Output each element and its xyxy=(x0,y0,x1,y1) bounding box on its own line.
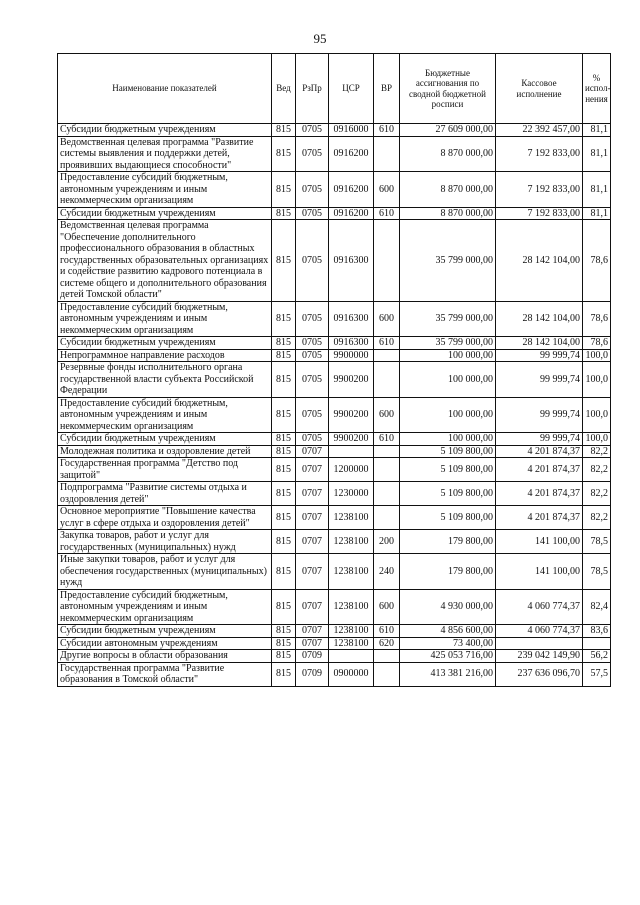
cell-rzpr: 0707 xyxy=(296,482,329,506)
table-row xyxy=(58,337,611,350)
cell-cash: 22 392 457,00 xyxy=(496,124,583,137)
cell-vr: 610 xyxy=(374,433,400,446)
header-name: Наименование показателей xyxy=(58,54,272,124)
cell-name: Ведомственная целевая программа "Обеспечение дополнительного профессионального образования в областных государственных образовательных организациях и содействие развитию кадрового потенциала в системе общего и дополнительного образования детей Томской области" xyxy=(58,220,272,302)
cell-cash: 4 060 774,37 xyxy=(496,625,583,638)
cell-budget: 5 109 800,00 xyxy=(400,445,496,458)
cell-rzpr: 0707 xyxy=(296,625,329,638)
budget-execution-table xyxy=(57,53,611,687)
cell-budget: 5 109 800,00 xyxy=(400,482,496,506)
cell-rzpr: 0709 xyxy=(296,650,329,663)
cell-ved: 815 xyxy=(272,445,296,458)
cell-ved: 815 xyxy=(272,220,296,302)
cell-ved: 815 xyxy=(272,589,296,625)
cell-vr xyxy=(374,482,400,506)
cell-vr xyxy=(374,445,400,458)
cell-ved: 815 xyxy=(272,554,296,590)
cell-cash: 4 201 874,37 xyxy=(496,458,583,482)
table-row xyxy=(58,136,611,172)
header-cash: Кассовое исполнение xyxy=(496,54,583,124)
table-row xyxy=(58,554,611,590)
cell-rzpr: 0705 xyxy=(296,136,329,172)
cell-pct: 100,0 xyxy=(583,397,611,433)
cell-name: Субсидии бюджетным учреждениям xyxy=(58,625,272,638)
cell-pct: 81,1 xyxy=(583,124,611,137)
cell-vr: 610 xyxy=(374,625,400,638)
cell-rzpr: 0707 xyxy=(296,506,329,530)
cell-csr: 0900000 xyxy=(329,662,374,686)
cell-rzpr: 0705 xyxy=(296,362,329,398)
cell-budget: 35 799 000,00 xyxy=(400,337,496,350)
cell-ved: 815 xyxy=(272,172,296,208)
cell-name: Субсидии автономным учреждениям xyxy=(58,637,272,650)
cell-ved: 815 xyxy=(272,433,296,446)
cell-cash: 99 999,74 xyxy=(496,349,583,362)
cell-name: Резервные фонды исполнительного органа государственной власти субъекта Российской Федерации xyxy=(58,362,272,398)
table-header-row xyxy=(58,54,611,124)
table-row xyxy=(58,301,611,337)
table-row xyxy=(58,662,611,686)
cell-pct: 78,6 xyxy=(583,337,611,350)
cell-cash: 4 201 874,37 xyxy=(496,482,583,506)
cell-vr xyxy=(374,662,400,686)
cell-vr xyxy=(374,650,400,663)
cell-budget: 413 381 216,00 xyxy=(400,662,496,686)
table-row xyxy=(58,625,611,638)
cell-pct: 78,6 xyxy=(583,301,611,337)
table-row xyxy=(58,362,611,398)
cell-cash: 141 100,00 xyxy=(496,554,583,590)
cell-pct: 100,0 xyxy=(583,362,611,398)
table-row xyxy=(58,220,611,302)
cell-rzpr: 0705 xyxy=(296,301,329,337)
cell-ved: 815 xyxy=(272,650,296,663)
cell-csr: 0916200 xyxy=(329,136,374,172)
cell-csr: 0916200 xyxy=(329,207,374,220)
cell-rzpr: 0705 xyxy=(296,337,329,350)
cell-name: Субсидии бюджетным учреждениям xyxy=(58,124,272,137)
cell-vr xyxy=(374,220,400,302)
cell-rzpr: 0707 xyxy=(296,589,329,625)
cell-rzpr: 0707 xyxy=(296,445,329,458)
cell-vr: 600 xyxy=(374,301,400,337)
cell-ved: 815 xyxy=(272,349,296,362)
table-row xyxy=(58,530,611,554)
cell-ved: 815 xyxy=(272,625,296,638)
cell-ved: 815 xyxy=(272,637,296,650)
header-csr: ЦСР xyxy=(329,54,374,124)
cell-budget: 179 800,00 xyxy=(400,554,496,590)
cell-cash: 237 636 096,70 xyxy=(496,662,583,686)
cell-pct: 82,2 xyxy=(583,458,611,482)
header-vr: ВР xyxy=(374,54,400,124)
cell-name: Иные закупки товаров, работ и услуг для обеспечения государственных (муниципальных) нужд xyxy=(58,554,272,590)
cell-rzpr: 0709 xyxy=(296,662,329,686)
cell-name: Другие вопросы в области образования xyxy=(58,650,272,663)
cell-rzpr: 0705 xyxy=(296,124,329,137)
cell-pct: 57,5 xyxy=(583,662,611,686)
cell-name: Субсидии бюджетным учреждениям xyxy=(58,337,272,350)
cell-ved: 815 xyxy=(272,136,296,172)
cell-ved: 815 xyxy=(272,458,296,482)
cell-budget: 4 856 600,00 xyxy=(400,625,496,638)
cell-budget: 4 930 000,00 xyxy=(400,589,496,625)
cell-csr: 9900200 xyxy=(329,362,374,398)
cell-budget: 73 400,00 xyxy=(400,637,496,650)
cell-budget: 27 609 000,00 xyxy=(400,124,496,137)
table-row xyxy=(58,349,611,362)
cell-ved: 815 xyxy=(272,506,296,530)
cell-csr xyxy=(329,445,374,458)
cell-budget: 5 109 800,00 xyxy=(400,458,496,482)
cell-ved: 815 xyxy=(272,301,296,337)
cell-ved: 815 xyxy=(272,124,296,137)
cell-rzpr: 0705 xyxy=(296,433,329,446)
cell-rzpr: 0705 xyxy=(296,172,329,208)
header-ved: Вед xyxy=(272,54,296,124)
table-row xyxy=(58,589,611,625)
cell-pct: 83,6 xyxy=(583,625,611,638)
cell-pct: 81,1 xyxy=(583,136,611,172)
table-row xyxy=(58,637,611,650)
cell-pct: 82,2 xyxy=(583,445,611,458)
cell-vr: 200 xyxy=(374,530,400,554)
cell-budget: 100 000,00 xyxy=(400,433,496,446)
cell-csr: 0916300 xyxy=(329,220,374,302)
cell-rzpr: 0707 xyxy=(296,530,329,554)
cell-name: Молодежная политика и оздоровление детей xyxy=(58,445,272,458)
cell-cash: 99 999,74 xyxy=(496,362,583,398)
table-row xyxy=(58,433,611,446)
cell-cash: 28 142 104,00 xyxy=(496,220,583,302)
table-row xyxy=(58,207,611,220)
table-row xyxy=(58,458,611,482)
cell-ved: 815 xyxy=(272,530,296,554)
cell-budget: 425 053 716,00 xyxy=(400,650,496,663)
cell-rzpr: 0705 xyxy=(296,397,329,433)
cell-pct: 82,2 xyxy=(583,482,611,506)
table-body xyxy=(58,124,611,687)
cell-cash: 4 060 774,37 xyxy=(496,589,583,625)
cell-csr: 9900200 xyxy=(329,397,374,433)
cell-csr: 0916200 xyxy=(329,172,374,208)
cell-ved: 815 xyxy=(272,337,296,350)
table-row xyxy=(58,397,611,433)
cell-pct: 82,4 xyxy=(583,589,611,625)
cell-csr: 1238100 xyxy=(329,506,374,530)
cell-pct: 78,5 xyxy=(583,530,611,554)
cell-name: Предоставление субсидий бюджетным, автономным учреждениям и иным некоммерческим организациям xyxy=(58,172,272,208)
cell-cash: 239 042 149,90 xyxy=(496,650,583,663)
cell-vr xyxy=(374,506,400,530)
cell-name: Ведомственная целевая программа "Развитие системы выявления и поддержки детей, проявивших выдающиеся способности" xyxy=(58,136,272,172)
cell-pct: 81,1 xyxy=(583,207,611,220)
cell-name: Предоставление субсидий бюджетным, автономным учреждениям и иным некоммерческим организациям xyxy=(58,301,272,337)
cell-cash: 28 142 104,00 xyxy=(496,337,583,350)
cell-name: Субсидии бюджетным учреждениям xyxy=(58,207,272,220)
cell-pct: 81,1 xyxy=(583,172,611,208)
cell-csr: 0916300 xyxy=(329,301,374,337)
cell-name: Предоставление субсидий бюджетным, автономным учреждениям и иным некоммерческим организациям xyxy=(58,589,272,625)
cell-budget: 100 000,00 xyxy=(400,362,496,398)
cell-csr: 9900000 xyxy=(329,349,374,362)
cell-pct: 56,2 xyxy=(583,650,611,663)
cell-cash: 7 192 833,00 xyxy=(496,207,583,220)
cell-vr: 600 xyxy=(374,172,400,208)
cell-vr xyxy=(374,349,400,362)
cell-budget: 100 000,00 xyxy=(400,397,496,433)
cell-name: Государственная программа "Развитие образования в Томской области" xyxy=(58,662,272,686)
cell-vr: 600 xyxy=(374,397,400,433)
cell-vr: 610 xyxy=(374,337,400,350)
cell-csr: 1238100 xyxy=(329,554,374,590)
cell-ved: 815 xyxy=(272,207,296,220)
cell-pct: 100,0 xyxy=(583,433,611,446)
cell-name: Подпрограмма "Развитие системы отдыха и оздоровления детей" xyxy=(58,482,272,506)
cell-vr xyxy=(374,362,400,398)
page-number: 95 xyxy=(313,31,327,46)
cell-rzpr: 0705 xyxy=(296,220,329,302)
cell-vr xyxy=(374,136,400,172)
cell-pct xyxy=(583,637,611,650)
cell-pct: 78,6 xyxy=(583,220,611,302)
cell-csr: 1238100 xyxy=(329,637,374,650)
cell-cash: 28 142 104,00 xyxy=(496,301,583,337)
cell-name: Непрограммное направление расходов xyxy=(58,349,272,362)
cell-vr: 240 xyxy=(374,554,400,590)
cell-cash: 141 100,00 xyxy=(496,530,583,554)
table-row xyxy=(58,482,611,506)
cell-cash: 4 201 874,37 xyxy=(496,445,583,458)
cell-budget: 8 870 000,00 xyxy=(400,207,496,220)
cell-budget: 8 870 000,00 xyxy=(400,172,496,208)
cell-cash: 7 192 833,00 xyxy=(496,136,583,172)
header-budget: Бюджетные ассигнования по сводной бюджетной росписи xyxy=(400,54,496,124)
table-row xyxy=(58,172,611,208)
cell-pct: 100,0 xyxy=(583,349,611,362)
cell-name: Закупка товаров, работ и услуг для государственных (муниципальных) нужд xyxy=(58,530,272,554)
cell-name: Основное мероприятие "Повышение качества услуг в сфере отдыха и оздоровления детей" xyxy=(58,506,272,530)
cell-cash: 99 999,74 xyxy=(496,433,583,446)
cell-ved: 815 xyxy=(272,362,296,398)
cell-vr: 610 xyxy=(374,207,400,220)
cell-rzpr: 0707 xyxy=(296,637,329,650)
cell-csr: 9900200 xyxy=(329,433,374,446)
cell-ved: 815 xyxy=(272,482,296,506)
cell-rzpr: 0705 xyxy=(296,349,329,362)
cell-budget: 179 800,00 xyxy=(400,530,496,554)
cell-csr: 0916000 xyxy=(329,124,374,137)
table-row xyxy=(58,445,611,458)
cell-cash xyxy=(496,637,583,650)
cell-name: Предоставление субсидий бюджетным, автономным учреждениям и иным некоммерческим организациям xyxy=(58,397,272,433)
cell-budget: 8 870 000,00 xyxy=(400,136,496,172)
cell-rzpr: 0705 xyxy=(296,207,329,220)
cell-pct: 82,2 xyxy=(583,506,611,530)
table-row xyxy=(58,506,611,530)
cell-cash: 7 192 833,00 xyxy=(496,172,583,208)
cell-budget: 5 109 800,00 xyxy=(400,506,496,530)
cell-budget: 100 000,00 xyxy=(400,349,496,362)
cell-budget: 35 799 000,00 xyxy=(400,220,496,302)
cell-vr: 600 xyxy=(374,589,400,625)
cell-ved: 815 xyxy=(272,662,296,686)
cell-ved: 815 xyxy=(272,397,296,433)
cell-rzpr: 0707 xyxy=(296,554,329,590)
cell-vr xyxy=(374,458,400,482)
cell-rzpr: 0707 xyxy=(296,458,329,482)
cell-budget: 35 799 000,00 xyxy=(400,301,496,337)
cell-csr: 1230000 xyxy=(329,482,374,506)
cell-csr: 0916300 xyxy=(329,337,374,350)
cell-cash: 99 999,74 xyxy=(496,397,583,433)
cell-csr xyxy=(329,650,374,663)
cell-csr: 1238100 xyxy=(329,530,374,554)
cell-name: Государственная программа "Детство под защитой" xyxy=(58,458,272,482)
cell-cash: 4 201 874,37 xyxy=(496,506,583,530)
cell-vr: 620 xyxy=(374,637,400,650)
table-row xyxy=(58,650,611,663)
cell-csr: 1238100 xyxy=(329,625,374,638)
header-pct: % испол-нения xyxy=(583,54,611,124)
cell-vr: 610 xyxy=(374,124,400,137)
header-rzpr: РзПр xyxy=(296,54,329,124)
table-row xyxy=(58,124,611,137)
cell-pct: 78,5 xyxy=(583,554,611,590)
cell-csr: 1238100 xyxy=(329,589,374,625)
cell-name: Субсидии бюджетным учреждениям xyxy=(58,433,272,446)
cell-csr: 1200000 xyxy=(329,458,374,482)
